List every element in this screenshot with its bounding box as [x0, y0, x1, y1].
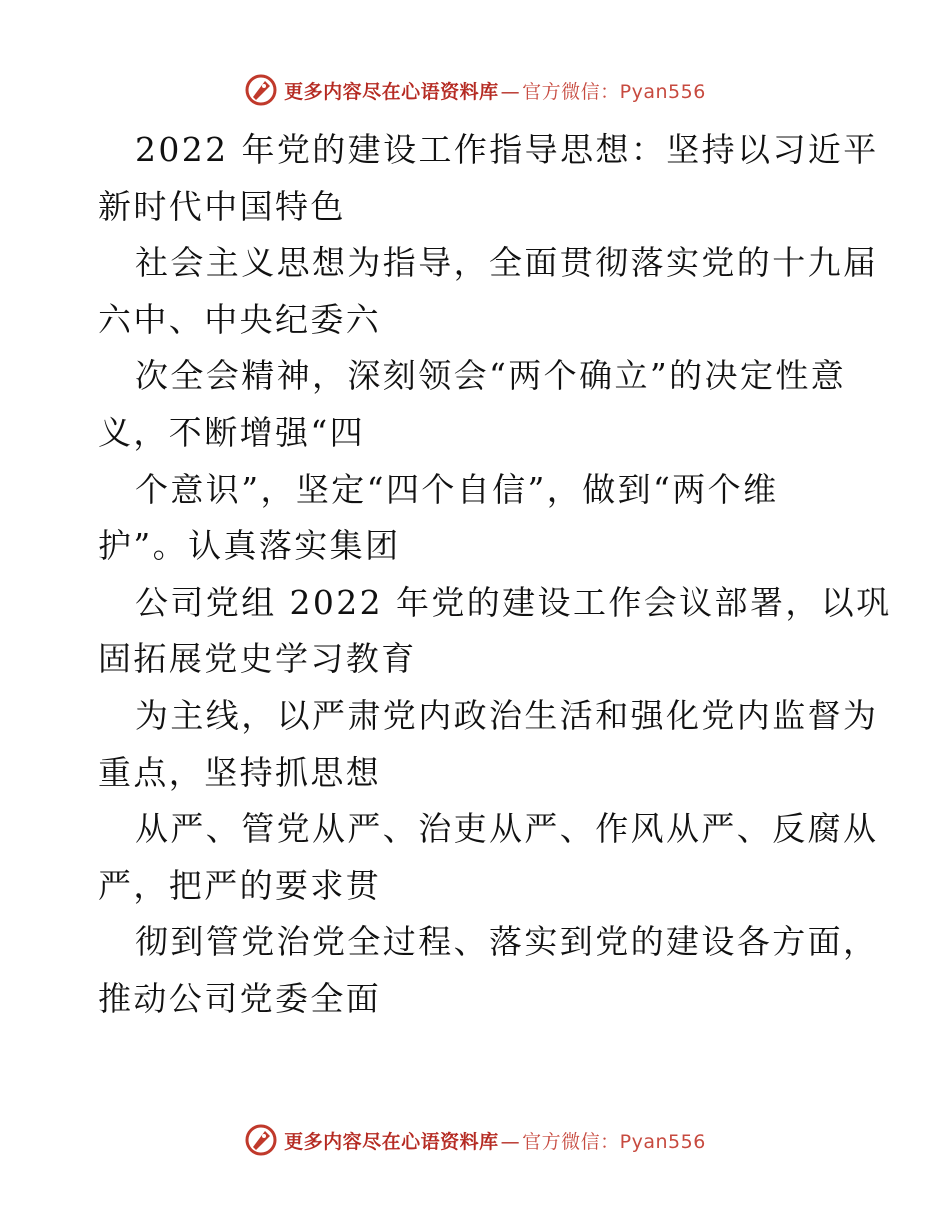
watermark-text: [284, 77, 706, 104]
paragraph-line: 个意识”，坚定“四个自信”，做到“两个维: [135, 469, 779, 509]
pen-nib-logo-icon: [244, 1123, 278, 1157]
watermark-brand: 更多内容尽在心语资料库: [284, 1130, 499, 1153]
paragraph-line: 义，不断增强“四: [98, 412, 366, 452]
paragraph-line: 重点，坚持抓思想: [98, 752, 382, 792]
paragraph-line: 为主线，以严肃党内政治生活和强化党内监督为: [135, 695, 879, 735]
watermark-contact: 官方微信：Pyan556: [522, 1130, 706, 1153]
paragraph-line: 2022 年党的建设工作指导思想：坚持以习近平: [135, 130, 879, 169]
paragraph-line: 彻到管党治党全过程、落实到党的建设各方面，: [135, 922, 879, 962]
paragraph-line: 推动公司党委全面: [98, 978, 382, 1018]
watermark-contact: 官方微信：Pyan556: [522, 80, 706, 103]
paragraph-line: 从严、管党从严、治吏从严、作风从严、反腐从: [135, 809, 879, 849]
paragraph-line: 次全会精神，深刻领会“两个确立”的决定性意: [135, 356, 847, 396]
watermark-dash: —: [500, 80, 521, 103]
watermark-brand: 更多内容尽在心语资料库: [284, 80, 499, 103]
paragraph-line: 固拓展党史学习教育: [98, 639, 417, 679]
watermark-text: [284, 1127, 706, 1154]
paragraph-line: 公司党组 2022 年党的建设工作会议部署，以巩: [135, 582, 892, 622]
footer-watermark: [0, 1120, 950, 1160]
paragraph-line: 护”。认真落实集团: [98, 526, 401, 566]
paragraph-line: 严，把严的要求贯: [98, 865, 382, 905]
document-body: [98, 122, 892, 1028]
header-watermark: [0, 70, 950, 110]
paragraph-line: 六中、中央纪委六: [98, 299, 382, 339]
paragraph-line: 新时代中国特色: [98, 186, 346, 226]
watermark-dash: —: [500, 1130, 521, 1153]
paragraph-line: 社会主义思想为指导，全面贯彻落实党的十九届: [135, 243, 879, 283]
pen-nib-logo-icon: [244, 73, 278, 107]
